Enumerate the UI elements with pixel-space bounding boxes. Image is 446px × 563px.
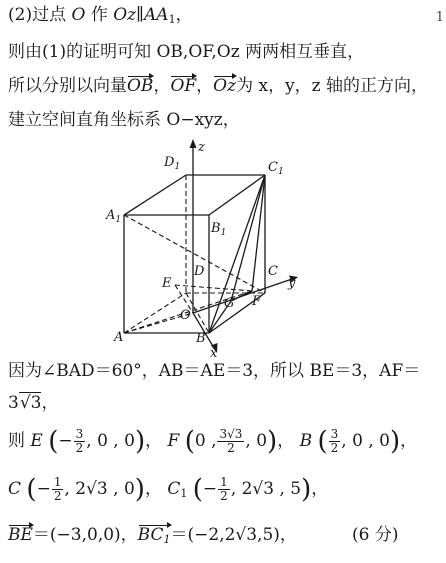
vector-BE: BE [8, 525, 33, 545]
paren: ) [134, 474, 145, 505]
fraction: $\frac{3}{2}$ [330, 427, 339, 455]
z-arrow [190, 139, 197, 148]
edge-A-D [124, 293, 186, 333]
text: ， [153, 76, 171, 96]
vector-Oz: Oz [213, 76, 237, 96]
text: 所以分别以向量 [8, 76, 127, 96]
text: ， [196, 76, 214, 96]
text: ＝(−3,0,0)， [32, 525, 138, 545]
paren: ( [317, 426, 328, 457]
subscript: 1 [180, 487, 188, 500]
label-G: G [224, 296, 235, 311]
subscript: 1 [168, 13, 176, 26]
paren: ) [389, 426, 401, 457]
label-E: E [162, 276, 172, 291]
label-B1: $B_1$ [211, 221, 227, 238]
point-C: C [8, 479, 22, 499]
label-A1: $A_1$ [106, 208, 122, 225]
text: 3 [8, 393, 19, 413]
paren: ) [301, 474, 312, 505]
fraction: $\frac{1}{2}$ [220, 475, 228, 503]
text: ， [277, 431, 295, 451]
text: ， [145, 431, 163, 451]
var-Oz: Oz [113, 5, 137, 25]
vector-OB: OB [127, 76, 154, 96]
text: ， [41, 393, 59, 413]
text-line-6 [8, 392, 58, 414]
text: 则 [8, 431, 31, 451]
edge-B1-C1 [209, 175, 265, 215]
label-D1: $D_1$ [164, 155, 181, 172]
paren: ( [48, 426, 59, 457]
text-line-9 [8, 524, 297, 551]
label-B: B [196, 331, 206, 346]
point-E: E [30, 431, 43, 451]
text: ＝(−2,2√3,5)， [170, 525, 297, 545]
vector-OF: OF [170, 76, 197, 96]
text-line-7 [8, 428, 417, 455]
label-y: y [288, 276, 296, 291]
paren: ) [267, 426, 278, 457]
text: , 2√3 , 5 [230, 479, 302, 499]
point-B: B [299, 431, 313, 451]
parallel-symbol: ∥ [136, 5, 144, 25]
paren: ( [26, 474, 37, 505]
label-F: F [252, 294, 262, 309]
label-C: C [268, 264, 278, 279]
minus: − [58, 431, 73, 451]
var-O: O [71, 5, 86, 25]
fraction: $\frac{3}{2}$ [75, 427, 84, 455]
text: ， [311, 479, 329, 499]
text-line-1 [8, 4, 193, 31]
var-AA1: AA [144, 5, 169, 25]
edge-A1-D1 [124, 175, 186, 215]
label-z: z [198, 140, 205, 155]
vector-BC1: $BC_1$ [138, 524, 171, 551]
text: ， [144, 479, 162, 499]
text-line-3 [8, 75, 428, 97]
text: 作 [85, 5, 114, 25]
geometry-figure [0, 135, 446, 360]
fraction: $\frac{3√3}{2}$ [219, 427, 243, 455]
text: 为 x，y，z 轴的正方向， [236, 76, 429, 96]
text-line-2: 则由(1)的证明可知 OB,OF,Oz 两两相互垂直， [8, 42, 365, 62]
label-A: A [114, 330, 124, 345]
minus: − [202, 479, 218, 499]
point-C1: C [167, 479, 181, 499]
edge-C1-G [231, 175, 265, 301]
sqrt-3: √3 [19, 393, 42, 413]
paren: ( [184, 426, 195, 457]
text-line-5: 因为∠BAD＝60°，AB＝AE＝3，所以 BE＝3，AF＝ [8, 361, 421, 381]
score-note: (6 分) [352, 525, 399, 545]
y-axis [193, 279, 292, 313]
paren: ) [134, 426, 146, 457]
text: , 0 , 0 [86, 431, 135, 451]
point-F: F [167, 431, 180, 451]
label-D: D [194, 264, 205, 279]
label-x: x [210, 346, 218, 360]
text: ， [400, 431, 418, 451]
minus: − [36, 479, 51, 499]
text: , 0 , 0 [341, 431, 390, 451]
text-line-4: 建立空间直角坐标系 O−xyz， [8, 110, 240, 130]
label-C1: $C_1$ [268, 160, 284, 177]
text-line-8 [8, 476, 328, 505]
fraction: $\frac{1}{2}$ [53, 475, 62, 503]
page-edge-number: 1 [435, 10, 444, 25]
text: , 0 [245, 431, 268, 451]
text: (2)过点 [8, 5, 72, 25]
text: ， [175, 5, 193, 25]
text: 0 , [194, 431, 217, 451]
text: , 2√3 , 0 [64, 479, 135, 499]
paren: ( [192, 474, 203, 505]
label-O: O [180, 308, 191, 323]
